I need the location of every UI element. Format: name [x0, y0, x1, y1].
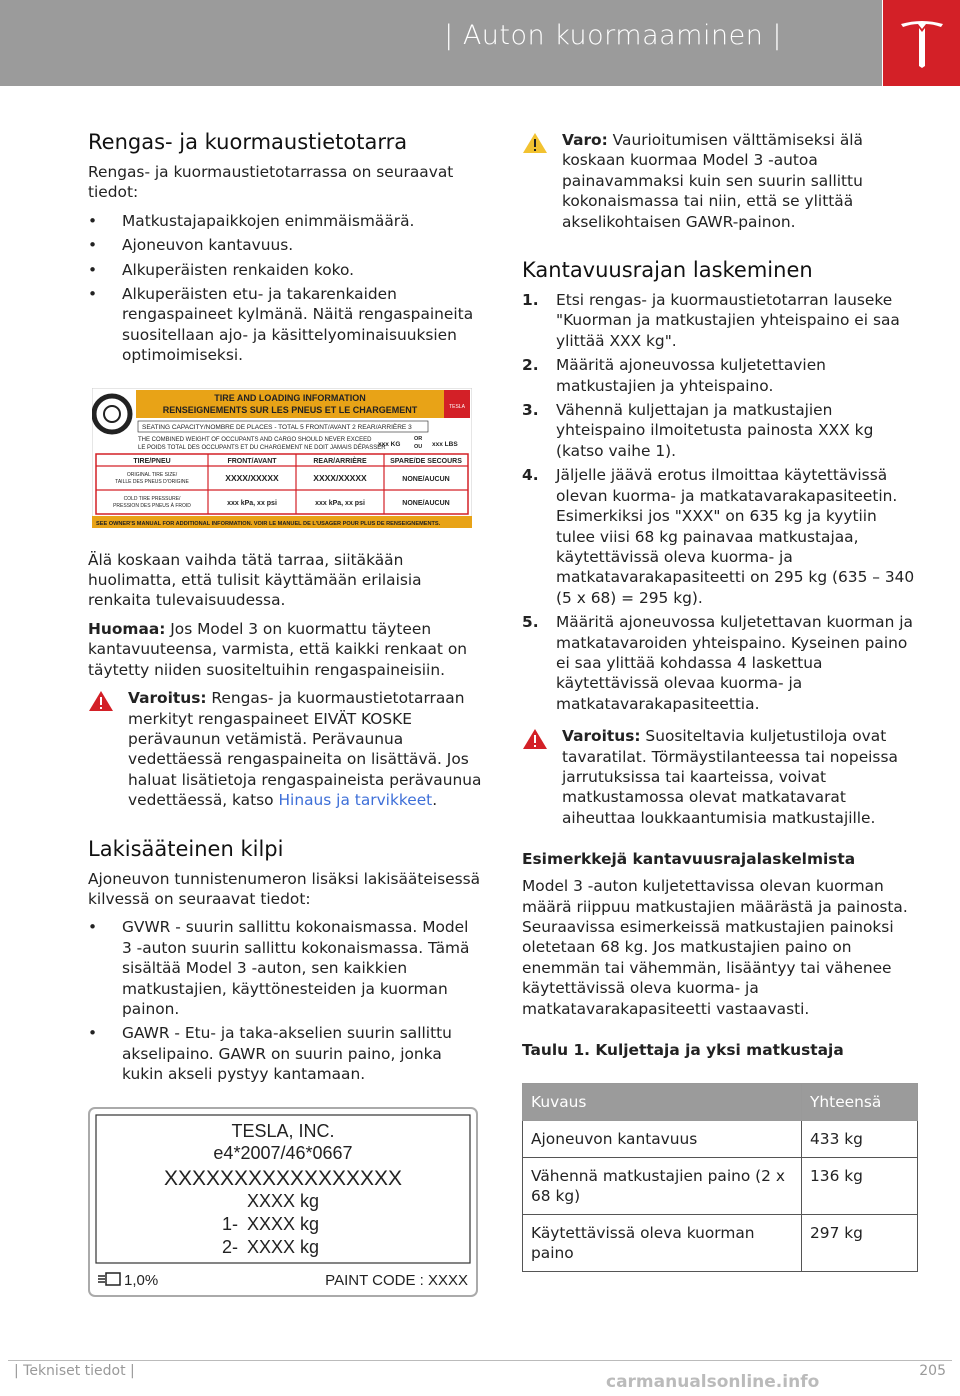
tire-label-kg: xxx KG: [378, 440, 401, 448]
plate-line3: XXXXXXXXXXXXXXXXX: [163, 1166, 403, 1190]
page-number: 205: [919, 1363, 946, 1379]
warning-label: Varoitus:: [562, 727, 641, 746]
plate-line4: XXXX kg: [246, 1190, 320, 1211]
list-item: • Alkuperäisten renkaiden koko.: [88, 260, 483, 280]
table-cell: 136 kg: [802, 1158, 918, 1215]
tire-label-col-front: FRONT/AVANT: [227, 457, 277, 465]
step-text: Määritä ajoneuvossa kuljetettavan kuorman ja matkatavaroiden yhteispaino. Kyseinen paino ei saa ylittää kohdassa 4 laskettua käytettävissä olevaa kuorma- ja matkatavarakapasiteettia.: [556, 613, 913, 713]
paragraph-examples: Model 3 -auton kuljetettavissa olevan kuorman määrä riippuu matkustajien määrästä ja painosta. Seuraavissa esimerkeissä matkustajien painoksi oletetaan 68 kg. Jos matkustajien paino on enemmän tai vähemmän, lisääntyy tai vähenee käytettävissä oleva kuorma- ja matkatavarakapasiteetti vastaavasti.: [522, 877, 908, 1018]
left-column: [88, 130, 483, 1301]
tire-loading-label-image: [92, 388, 472, 528]
note-paragraph: [88, 619, 483, 680]
watermark: carmanualsonline.info: [606, 1372, 820, 1392]
towing-link[interactable]: Hinaus ja tarvikkeet: [278, 791, 433, 810]
tire-label-combined2: LE POIDS TOTAL DES OCCUPANTS ET DU CHARGEMENT NE DOIT JAMAIS DÉPASSER: [138, 444, 386, 451]
tire-label-row1a: ORIGINAL TIRE SIZE/: [126, 471, 178, 478]
table-cell: 433 kg: [802, 1121, 918, 1158]
tire-label-combined1: THE COMBINED WEIGHT OF OCCUPANTS AND CARGO SHOULD NEVER EXCEED: [138, 436, 372, 443]
caution-icon: [522, 132, 548, 154]
tire-label-row2b: PRESSION DES PNEUS À FROID: [113, 502, 191, 509]
list-item: • Ajoneuvon kantavuus.: [88, 235, 483, 255]
plate-line6-number: 2-: [221, 1236, 238, 1257]
list-item: [522, 400, 918, 461]
paragraph-intro: Rengas- ja kuormaustietotarrassa on seuraavat tiedot:: [88, 163, 454, 202]
caution-text: Vaurioitumisen välttämiseksi älä koskaan kuormaa Model 3 -autoa painavammaksi kuin sen suurin sallittu kokonaismassa tai niin, että se ylittää akselikohtaisen GAWR-painon.: [562, 131, 863, 231]
tire-label-lbs: xxx LBS: [432, 440, 458, 448]
warning-label: Varoitus:: [128, 689, 207, 708]
list-item: [522, 355, 918, 396]
table-cell: Käytettävissä oleva kuorman paino: [523, 1215, 802, 1272]
step-number: 1.: [522, 291, 539, 310]
tire-label-row2-spare: NONE/AUCUN: [402, 499, 450, 507]
table-cell: Ajoneuvon kantavuus: [523, 1121, 802, 1158]
compliance-plate-image: [88, 1107, 478, 1297]
plate-emission: 1,0%: [124, 1271, 159, 1289]
subheading-examples: Esimerkkejä kantavuusrajalaskelmista: [522, 850, 856, 869]
plate-line5-number: 1-: [221, 1213, 238, 1234]
tire-label-seating: SEATING CAPACITY/NOMBRE DE PLACES - TOTAL 5 FRONT/AVANT 2 REAR/ARRIÈRE 3: [142, 423, 412, 431]
list-item: • GAWR - Etu- ja taka-akselien suurin sallittu akselipaino. GAWR on suurin paino, jonka kukin akseli pystyy kantamaan.: [88, 1023, 483, 1084]
tire-label-row1-rear: XXXX/XXXXX: [313, 472, 367, 483]
list-item: • Alkuperäisten etu- ja takarenkaiden rengaspaineet kylmänä. Näitä rengaspaineita suositellaan ajo- ja käsittelyominaisuuksien optimoimiseksi.: [88, 284, 483, 366]
heading-compliance-plate: Lakisääteinen kilpi: [88, 836, 284, 861]
step-text: Etsi rengas- ja kuormaustietotarran lauseke "Kuorman ja matkustajien yhteispaino ei saa ylittää XXX kg".: [556, 291, 900, 350]
footer-divider: [8, 1360, 952, 1361]
table-row: [523, 1158, 918, 1215]
tire-label-title2: RENSEIGNEMENTS SUR LES PNEUS ET LE CHARGEMENT: [162, 404, 418, 415]
tire-label-row2a: COLD TIRE PRESSURE/: [123, 495, 181, 502]
caution-note: [522, 130, 918, 232]
plate-line1: TESLA, INC.: [231, 1120, 335, 1141]
list-item: [522, 612, 918, 714]
plate-line5: XXXX kg: [246, 1213, 320, 1234]
paragraph-vin: Ajoneuvon tunnistenumeron lisäksi lakisääteisessä kilvessä on seuraavat tiedot:: [88, 869, 481, 908]
table-row: [523, 1215, 918, 1272]
warning-icon: [522, 728, 548, 750]
tire-label-row1-spare: NONE/AUCUN: [402, 475, 450, 483]
tire-label-footer: SEE OWNER'S MANUAL FOR ADDITIONAL INFORMATION. VOIR LE MANUEL DE L'USAGER POUR PLUS DE RENSEIGNEMENTS.: [96, 520, 441, 527]
tesla-logo: [883, 0, 960, 86]
tire-label-col-tire: TIRE/PNEU: [133, 457, 171, 465]
list-item: • GVWR - suurin sallittu kokonaismassa. Model 3 -auton suurin sallittu kokonaismassa. Tämä sisältää Model 3 -auton, sen kaikkien matkustajien, käyttönesteiden ja kuorman painon.: [88, 917, 483, 1019]
note-text: Jos Model 3 on kuormattu täyteen kantavuuteensa, varmista, että kaikki renkaat on täytetty niiden suositeltuihin rengaspaineisiin.: [88, 619, 468, 679]
step-number: 3.: [522, 401, 539, 420]
right-column: [522, 130, 918, 1272]
warning-text: Suositeltavia kuljetustiloja ovat tavaratilat. Törmäystilanteessa tai nopeissa jarrutuksissa tai kaarteissa, voivat matkustamossa olevat matkatavarat aiheuttaa loukkaantumisia matkustajille.: [562, 727, 898, 827]
table-cell: Vähennä matkustajien paino (2 x 68 kg): [523, 1158, 802, 1215]
heading-load-limit: Kantavuusrajan laskeminen: [522, 258, 813, 283]
table-row: [523, 1121, 918, 1158]
footer-section: | Tekniset tiedot |: [14, 1363, 135, 1379]
step-text: Vähennä kuljettajan ja matkustajien yhteispaino ilmoitetusta painosta XXX kg (katso vaihe 1).: [556, 401, 874, 460]
paragraph-dont-change: Älä koskaan vaihda tätä tarraa, siitäkään huolimatta, että tulisit käyttämään erilaisia renkaita tulevaisuudessa.: [88, 550, 422, 610]
steps-list: [522, 290, 918, 714]
table-header-description: Kuvaus: [523, 1084, 802, 1121]
plate-line2: e4*2007/46*0667: [213, 1142, 353, 1163]
note-label: Huomaa:: [88, 619, 166, 638]
warning-icon: [88, 690, 114, 712]
table-caption: Taulu 1. Kuljettaja ja yksi matkustaja: [522, 1041, 844, 1060]
table-header-row: [523, 1084, 918, 1121]
tire-label-col-spare: SPARE/DE SECOURS: [390, 457, 462, 465]
plate-line6: XXXX kg: [246, 1236, 320, 1257]
bullet-list: [88, 211, 483, 366]
table-header-total: Yhteensä: [802, 1084, 918, 1121]
step-number: 2.: [522, 356, 539, 375]
tesla-logo-icon: [899, 18, 945, 68]
step-text: Määritä ajoneuvossa kuljetettavien matkustajien ja yhteispaino.: [556, 356, 826, 395]
tire-label-row1b: TAILLE DES PNEUS D'ORIGINE: [115, 478, 189, 485]
step-number: 4.: [522, 466, 539, 485]
tire-label-title1: TIRE AND LOADING INFORMATION: [214, 392, 366, 403]
warning-note-2: [522, 726, 918, 828]
tire-label-col-rear: REAR/ARRIÈRE: [313, 457, 367, 465]
list-item: • Matkustajapaikkojen enimmäismäärä.: [88, 211, 483, 231]
list-item: [522, 290, 918, 351]
tire-label-row2-front: xxx kPa, xx psi: [227, 499, 277, 507]
tire-label-row2-rear: xxx kPa, xx psi: [315, 499, 365, 507]
tire-label-brand: TESLA: [449, 403, 465, 410]
warning-end: .: [432, 791, 438, 810]
tire-label-or: OR: [414, 435, 423, 442]
warning-note: [88, 688, 483, 810]
load-table: [522, 1083, 918, 1272]
step-number: 5.: [522, 613, 539, 632]
bullet-list-2: [88, 917, 483, 1084]
tire-label-row1-front: XXXX/XXXXX: [225, 472, 279, 483]
list-item: [522, 465, 918, 608]
step-text: Jäljelle jäävä erotus ilmoittaa käytettävissä olevan kuorma- ja matkatavarakapasiteetin. Esimerkiksi jos "XXX" on 635 kg ja kyytiin tulee viisi 68 kg painavaa matkustajaa, käytettävissä oleva kuorma- ja matkatavarakapasiteetti on 295 kg (635 – 340 (5 x 68) = 295 kg).: [556, 466, 915, 607]
page-header: [0, 0, 882, 86]
plate-paint-code: PAINT CODE : XXXX: [325, 1271, 468, 1289]
warning-text: Rengas- ja kuormaustietotarraan merkityt rengaspaineet EIVÄT KOSKE perävaunun vetämistä. Perävaunua vedettäessä rengaspaineita on lisättävä. Jos haluat lisätietoja rengaspaineista perävaunua vedettäessä, katso: [128, 689, 482, 810]
caution-label: Varo:: [562, 131, 608, 149]
table-cell: 297 kg: [802, 1215, 918, 1272]
heading-tire-label: Rengas- ja kuormaustietotarra: [88, 130, 408, 154]
tire-label-ou: OU: [414, 443, 423, 450]
section-title: | Auton kuormaaminen |: [444, 20, 782, 51]
